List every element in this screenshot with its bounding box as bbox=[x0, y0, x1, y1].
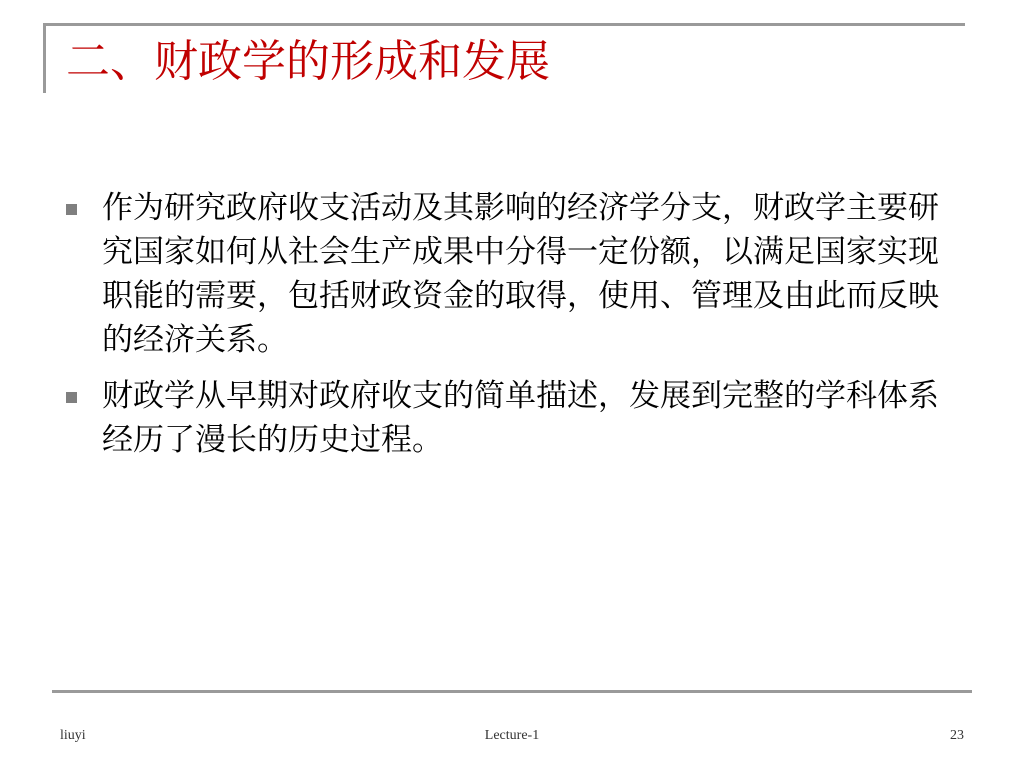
bullet-item bbox=[60, 186, 965, 362]
bullet-text: 作为研究政府收支活动及其影响的经济学分支，财政学主要研究国家如何从社会生产成果中分得一定份额，以满足国家实现职能的需要，包括财政资金的取得，使用、管理及由此而反映的经济关系。 bbox=[102, 190, 939, 358]
square-bullet-icon bbox=[66, 204, 77, 215]
footer-lecture: Lecture-1 bbox=[484, 728, 540, 743]
bullet-text: 财政学从早期对政府收支的简单描述，发展到完整的学科体系经历了漫长的历史过程。 bbox=[102, 378, 939, 458]
bullet-item bbox=[60, 374, 965, 462]
footer-divider bbox=[52, 690, 972, 693]
page-number: 23 bbox=[950, 728, 964, 743]
footer-author: liuyi bbox=[60, 728, 86, 743]
title-frame-top-line bbox=[43, 23, 965, 26]
title-frame-left-line bbox=[43, 23, 46, 93]
slide-title: 二、财政学的形成和发展 bbox=[66, 36, 550, 87]
square-bullet-icon bbox=[66, 392, 77, 403]
bullet-list bbox=[60, 186, 965, 474]
